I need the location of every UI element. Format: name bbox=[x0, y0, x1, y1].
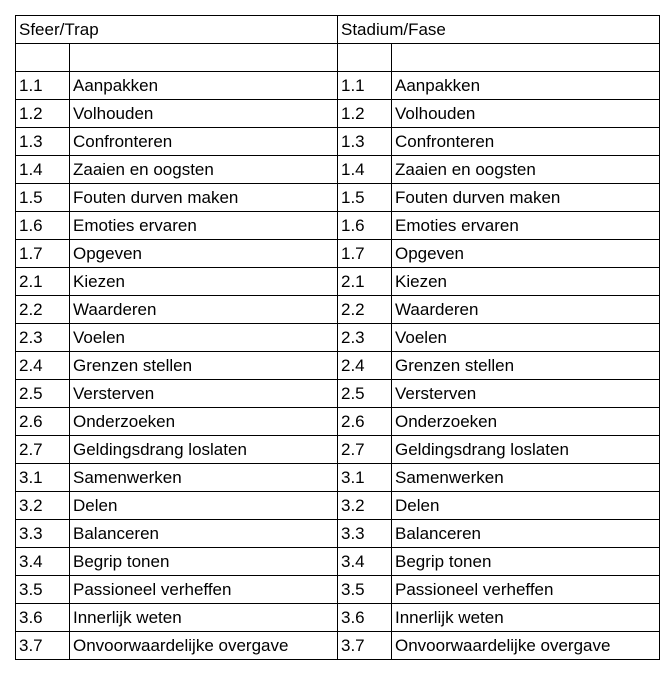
left-label-cell[interactable]: Onvoorwaardelijke overgave bbox=[70, 632, 338, 660]
empty-cell[interactable] bbox=[338, 44, 392, 72]
table-row bbox=[16, 184, 660, 212]
table-row bbox=[16, 100, 660, 128]
right-num-cell[interactable]: 1.4 bbox=[338, 156, 392, 184]
left-label-cell[interactable]: Fouten durven maken bbox=[70, 184, 338, 212]
table-row bbox=[16, 268, 660, 296]
table-row bbox=[16, 604, 660, 632]
right-label-cell[interactable]: Aanpakken bbox=[392, 72, 660, 100]
right-num-cell[interactable]: 3.6 bbox=[338, 604, 392, 632]
right-num-cell[interactable]: 1.2 bbox=[338, 100, 392, 128]
left-num-cell[interactable]: 2.6 bbox=[16, 408, 70, 436]
right-num-cell[interactable]: 2.1 bbox=[338, 268, 392, 296]
table-row bbox=[16, 576, 660, 604]
left-label-cell[interactable]: Delen bbox=[70, 492, 338, 520]
table-row bbox=[16, 128, 660, 156]
right-num-cell[interactable]: 2.5 bbox=[338, 380, 392, 408]
right-label-cell[interactable]: Fouten durven maken bbox=[392, 184, 660, 212]
right-label-cell[interactable]: Innerlijk weten bbox=[392, 604, 660, 632]
left-num-cell[interactable]: 1.5 bbox=[16, 184, 70, 212]
left-num-cell[interactable]: 1.6 bbox=[16, 212, 70, 240]
left-label-cell[interactable]: Begrip tonen bbox=[70, 548, 338, 576]
right-label-cell[interactable]: Onvoorwaardelijke overgave bbox=[392, 632, 660, 660]
right-num-cell[interactable]: 1.6 bbox=[338, 212, 392, 240]
left-num-cell[interactable]: 3.7 bbox=[16, 632, 70, 660]
left-label-cell[interactable]: Versterven bbox=[70, 380, 338, 408]
left-label-cell[interactable]: Zaaien en oogsten bbox=[70, 156, 338, 184]
right-label-cell[interactable]: Balanceren bbox=[392, 520, 660, 548]
left-num-cell[interactable]: 3.1 bbox=[16, 464, 70, 492]
left-label-cell[interactable]: Volhouden bbox=[70, 100, 338, 128]
right-label-cell[interactable]: Geldingsdrang loslaten bbox=[392, 436, 660, 464]
left-num-cell[interactable]: 3.6 bbox=[16, 604, 70, 632]
right-label-cell[interactable]: Voelen bbox=[392, 324, 660, 352]
empty-cell[interactable] bbox=[16, 44, 70, 72]
right-label-cell[interactable]: Confronteren bbox=[392, 128, 660, 156]
left-label-cell[interactable]: Aanpakken bbox=[70, 72, 338, 100]
right-num-cell[interactable]: 2.7 bbox=[338, 436, 392, 464]
table-row bbox=[16, 156, 660, 184]
right-label-cell[interactable]: Waarderen bbox=[392, 296, 660, 324]
left-label-cell[interactable]: Onderzoeken bbox=[70, 408, 338, 436]
right-label-cell[interactable]: Opgeven bbox=[392, 240, 660, 268]
left-num-cell[interactable]: 3.4 bbox=[16, 548, 70, 576]
right-label-cell[interactable]: Volhouden bbox=[392, 100, 660, 128]
table-row bbox=[16, 632, 660, 660]
table-row bbox=[16, 492, 660, 520]
right-num-cell[interactable]: 2.6 bbox=[338, 408, 392, 436]
right-num-cell[interactable]: 3.2 bbox=[338, 492, 392, 520]
left-num-cell[interactable]: 1.7 bbox=[16, 240, 70, 268]
left-label-cell[interactable]: Balanceren bbox=[70, 520, 338, 548]
empty-cell[interactable] bbox=[70, 44, 338, 72]
left-num-cell[interactable]: 2.7 bbox=[16, 436, 70, 464]
right-label-cell[interactable]: Versterven bbox=[392, 380, 660, 408]
right-num-cell[interactable]: 2.2 bbox=[338, 296, 392, 324]
left-label-cell[interactable]: Grenzen stellen bbox=[70, 352, 338, 380]
table-row bbox=[16, 464, 660, 492]
left-num-cell[interactable]: 1.3 bbox=[16, 128, 70, 156]
table-row bbox=[16, 72, 660, 100]
table-row bbox=[16, 296, 660, 324]
right-label-cell[interactable]: Begrip tonen bbox=[392, 548, 660, 576]
left-label-cell[interactable]: Kiezen bbox=[70, 268, 338, 296]
left-label-cell[interactable]: Opgeven bbox=[70, 240, 338, 268]
right-num-cell[interactable]: 2.3 bbox=[338, 324, 392, 352]
left-label-cell[interactable]: Passioneel verheffen bbox=[70, 576, 338, 604]
right-label-cell[interactable]: Zaaien en oogsten bbox=[392, 156, 660, 184]
left-label-cell[interactable]: Confronteren bbox=[70, 128, 338, 156]
left-label-cell[interactable]: Geldingsdrang loslaten bbox=[70, 436, 338, 464]
right-num-cell[interactable]: 3.4 bbox=[338, 548, 392, 576]
right-num-cell[interactable]: 3.1 bbox=[338, 464, 392, 492]
right-label-cell[interactable]: Grenzen stellen bbox=[392, 352, 660, 380]
header-row bbox=[16, 16, 660, 44]
right-num-cell[interactable]: 1.1 bbox=[338, 72, 392, 100]
right-label-cell[interactable]: Samenwerken bbox=[392, 464, 660, 492]
empty-cell[interactable] bbox=[392, 44, 660, 72]
right-num-cell[interactable]: 3.5 bbox=[338, 576, 392, 604]
spreadsheet-table bbox=[15, 15, 660, 660]
right-label-cell[interactable]: Emoties ervaren bbox=[392, 212, 660, 240]
table-row bbox=[16, 212, 660, 240]
table-row bbox=[16, 324, 660, 352]
header-cell-sfeer-trap[interactable]: Sfeer/Trap bbox=[16, 16, 338, 44]
left-num-cell[interactable]: 2.2 bbox=[16, 296, 70, 324]
right-label-cell[interactable]: Kiezen bbox=[392, 268, 660, 296]
left-label-cell[interactable]: Innerlijk weten bbox=[70, 604, 338, 632]
header-cell-stadium-fase[interactable]: Stadium/Fase bbox=[338, 16, 660, 44]
table-row bbox=[16, 436, 660, 464]
right-num-cell[interactable]: 1.3 bbox=[338, 128, 392, 156]
right-num-cell[interactable]: 3.3 bbox=[338, 520, 392, 548]
left-num-cell[interactable]: 1.4 bbox=[16, 156, 70, 184]
left-num-cell[interactable]: 2.4 bbox=[16, 352, 70, 380]
left-num-cell[interactable]: 3.5 bbox=[16, 576, 70, 604]
left-num-cell[interactable]: 1.1 bbox=[16, 72, 70, 100]
right-num-cell[interactable]: 1.7 bbox=[338, 240, 392, 268]
table-row bbox=[16, 380, 660, 408]
right-num-cell[interactable]: 3.7 bbox=[338, 632, 392, 660]
left-num-cell[interactable]: 1.2 bbox=[16, 100, 70, 128]
left-label-cell[interactable]: Voelen bbox=[70, 324, 338, 352]
table-row bbox=[16, 240, 660, 268]
right-label-cell[interactable]: Passioneel verheffen bbox=[392, 576, 660, 604]
left-num-cell[interactable]: 2.5 bbox=[16, 380, 70, 408]
right-num-cell[interactable]: 2.4 bbox=[338, 352, 392, 380]
table-row bbox=[16, 408, 660, 436]
table-row bbox=[16, 520, 660, 548]
right-label-cell[interactable]: Onderzoeken bbox=[392, 408, 660, 436]
right-label-cell[interactable]: Delen bbox=[392, 492, 660, 520]
left-num-cell[interactable]: 3.2 bbox=[16, 492, 70, 520]
table-row bbox=[16, 352, 660, 380]
empty-row bbox=[16, 44, 660, 72]
left-label-cell[interactable]: Samenwerken bbox=[70, 464, 338, 492]
left-label-cell[interactable]: Waarderen bbox=[70, 296, 338, 324]
left-num-cell[interactable]: 2.3 bbox=[16, 324, 70, 352]
left-label-cell[interactable]: Emoties ervaren bbox=[70, 212, 338, 240]
left-num-cell[interactable]: 2.1 bbox=[16, 268, 70, 296]
right-num-cell[interactable]: 1.5 bbox=[338, 184, 392, 212]
table-row bbox=[16, 548, 660, 576]
left-num-cell[interactable]: 3.3 bbox=[16, 520, 70, 548]
